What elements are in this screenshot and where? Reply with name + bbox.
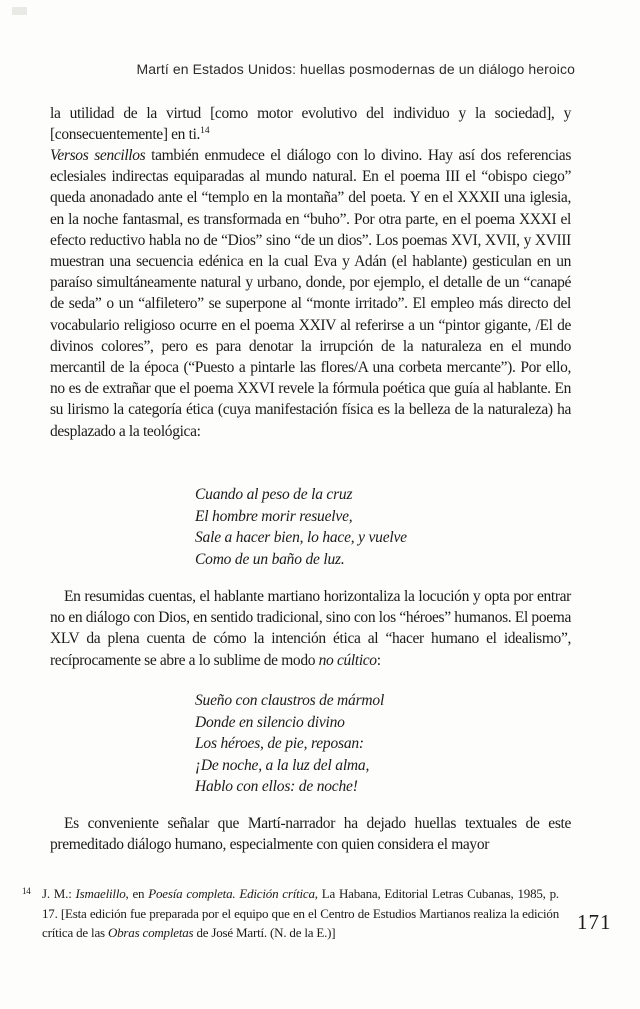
paragraph-versos-sencillos (50, 145, 571, 442)
verse-line: Los héroes, de pie, reposan: (195, 735, 364, 753)
footnote-run: , en (125, 886, 149, 901)
paragraph-resumidas-text: En resumidas cuentas, el hablante martiano horizontaliza la locución y opta por entrar no en diálogo con Dios, en sentido tradicional, sino con los “héroes” humanos. El poema XLV da plena cuenta de cómo la intención ética al “hacer humano el idealismo”, recíprocamente se abre a lo sublime de modo (50, 588, 571, 669)
scan-artifact (12, 7, 27, 15)
verse-line: El hombre morir resuelve, (195, 507, 353, 525)
paragraph-es-conveniente (50, 813, 571, 855)
work-title-versos-sencillos: Versos sencillos (50, 147, 146, 164)
verse-line: Donde en silencio divino (195, 713, 345, 731)
footnote-14 (22, 884, 559, 943)
running-header: Martí en Estados Unidos: huellas posmodernas de un diálogo heroico (136, 61, 575, 77)
footnote-marker: 14 (22, 886, 31, 896)
footnote-ref: 14 (200, 126, 210, 137)
paragraph-versos-text: también enmudece el diálogo con lo divino. Hay así dos referencias eclesiales indirectas equiparadas al mundo natural. En el poema III el “obispo ciego” queda anonadado ante el “templo en la montaña” del poeta. Y en el XXXII una iglesia, en la noche fantasmal, es transformada en “buho”. Por otra parte, en el poema XXXI el efecto reductivo habla no de “Dios” sino “de un dios”. Los poemas XVI, XVII, y XVIII muestran una secuencia edénica en la cual Eva y Adán (el hablante) gesticulan en un paraíso simultáneamente natural y urbano, donde, por ejemplo, el detalle de un “canapé de seda” o un “alfiletero” se superpone al “monte irritado”. El empleo más directo del vocabulario religioso ocurre en el poema XXIV al referirse a un “pintor gigante, /El de divinos colores”, pero es para denotar la irrupción de la naturaleza en el mundo mercantil de la época (“Puesto a pintarle las flores/A una corbeta mercante”). Por ello, no es de extrañar que el poema XXVI revele la fórmula poética que guía al hablante. En su lirismo la categoría ética (cuya manifestación física es la belleza de la naturaleza) ha desplazado a la teológica: (50, 147, 571, 440)
paragraph-en-resumidas (50, 586, 571, 671)
verse-line: Hablo con ellos: de noche! (195, 778, 358, 796)
verse-line: Sueño con claustros de mármol (195, 692, 385, 709)
verse-quote-1 (195, 484, 571, 570)
verse-line: Como de un baño de luz. (195, 550, 345, 568)
verse-quote-2 (195, 690, 571, 798)
footnote-run-italic: Poesía completa. Edición crítica (148, 886, 315, 901)
phrase-no-cultico: no cúltico (318, 651, 377, 669)
carryover-quote-paragraph (50, 103, 571, 145)
paragraph-resumidas-colon: : (376, 651, 381, 669)
verse-line: Cuando al peso de la cruz (195, 486, 353, 503)
paragraph-conveniente-text: Es conveniente señalar que Martí-narrador ha dejado huellas textuales de este premeditado diálogo humano, especialmente con quien considera el mayor (50, 815, 571, 854)
footnote-run: , La Habana, Editorial Letras Cubanas, 1985, p. 17. [Esta edición fue preparada por el equipo que en el Centro de Estudios Martianos realiza la edición crítica de las (42, 886, 559, 941)
footnote-run: de José Martí. (N. de la E.)] (193, 925, 336, 941)
carryover-quote-text: la utilidad de la virtud [como motor evolutivo del individuo y la sociedad], y [consecuentemente] en ti. (50, 105, 571, 144)
footnote-run-italic: Obras completas (107, 925, 194, 941)
page-number: 171 (577, 910, 612, 934)
footnote-run-italic: Ismaelillo (75, 886, 126, 901)
verse-line: ¡De noche, a la luz del alma, (195, 756, 370, 774)
footnote-run: J. M.: (42, 886, 76, 901)
verse-line: Sale a hacer bien, lo hace, y vuelve (195, 529, 407, 547)
